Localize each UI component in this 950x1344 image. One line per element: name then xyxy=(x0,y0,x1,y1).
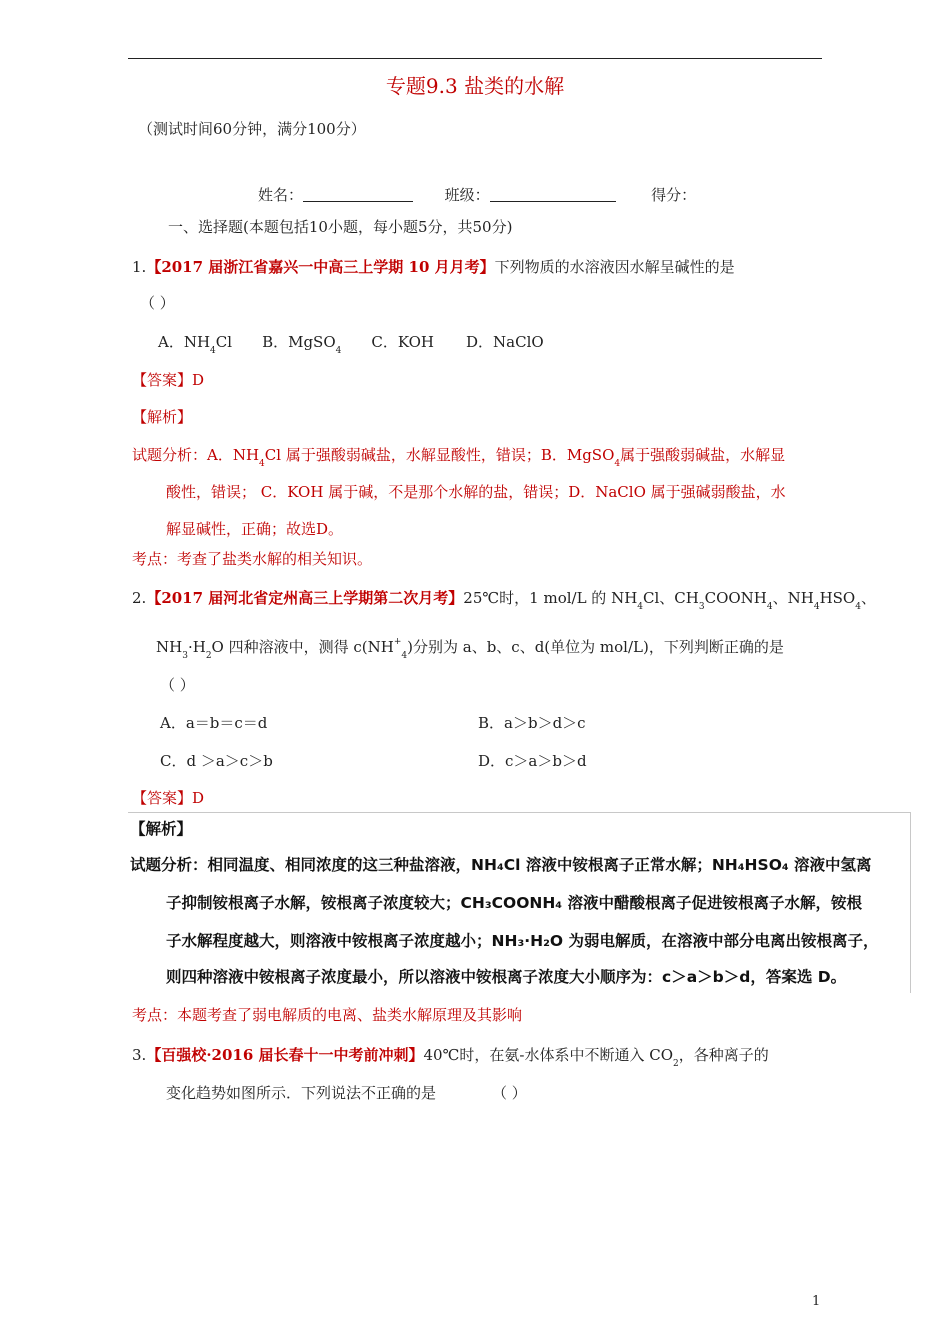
q3-source: 【百强校·2016 届长春十一中考前冲刺】 xyxy=(146,1046,424,1064)
q2-analysis-label: 【解析】 xyxy=(130,820,193,838)
page-title: 专题9.3 盐类的水解 xyxy=(385,74,565,98)
q1-options xyxy=(158,331,544,356)
q2-analysis-line-4: 则四种溶液中铵根离子浓度最小，所以溶液中铵根离子浓度大小顺序为：c＞a＞b＞d，答案选 D。 xyxy=(166,968,847,986)
q1-option-c: C．KOH xyxy=(371,333,435,351)
score-label: 得分： xyxy=(651,186,697,204)
header-rule xyxy=(128,58,822,59)
class-blank xyxy=(490,187,616,202)
q2-analysis-scan xyxy=(128,812,911,993)
question-2-stem: 2.【2017 届河北省定州高三上学期第二次月考】25℃时，1 mol/L 的 $NH_4Cl$、$CH_3COONH_4$、$NH_4HSO_4$、 xyxy=(132,589,876,612)
q2-option-b: B．a＞b＞d＞c xyxy=(478,714,586,732)
q2-paren: （ ） xyxy=(160,676,195,694)
q2-option-c: C．d ＞a＞c＞b xyxy=(160,752,273,770)
q1-answer: 【答案】D xyxy=(132,371,205,389)
name-blank xyxy=(303,187,413,202)
q1-option-b: B．MgSO$_4$ xyxy=(262,333,342,356)
q2-answer: 【答案】D xyxy=(132,789,205,807)
q1-source: 【2017 届浙江省嘉兴一中高三上学期 10 月月考】 xyxy=(146,258,495,276)
question-2-stem-line-2: $NH_3\cdot H_2O$ 四种溶液中，测得 $c(NH^+_4)$分别为 a、b、c、d(单位为 mol/L)，下列判断正确的是 xyxy=(156,637,784,661)
question-1-stem xyxy=(132,256,735,277)
info-row xyxy=(258,184,696,205)
q1-point: 考点：考查了盐类水解的相关知识。 xyxy=(132,550,373,568)
q1-option-a: A．$NH_4Cl$ xyxy=(158,333,233,356)
q1-analysis-line-2: 酸性，错误； C．KOH 属于碱，不是那个水解的盐，错误；D．NaClO 属于强碱弱酸盐，水 xyxy=(166,483,786,501)
q2-analysis-line-2: 子抑制铵根离子水解，铵根离子浓度较大；CH₃COONH₄ 溶液中醋酸根离子促进铵根离子水解，铵根 xyxy=(166,894,862,912)
section-heading: 一、选择题(本题包括10小题，每小题5分，共50分) xyxy=(168,218,513,236)
test-info: （测试时间60分钟，满分100分） xyxy=(138,120,366,138)
q1-number: 1. xyxy=(132,258,147,276)
q1-analysis-label: 【解析】 xyxy=(132,408,193,426)
page-number: 1 xyxy=(812,1294,821,1309)
q1-analysis-line-3: 解显碱性，正确；故选D。 xyxy=(166,520,344,538)
q2-option-d: D．c＞a＞b＞d xyxy=(478,752,587,770)
question-3-stem: 3.【百强校·2016 届长春十一中考前冲刺】40℃时，在氨-水体系中不断通入 $CO_2$，各种离子的 xyxy=(132,1046,769,1069)
q1-paren: （ ） xyxy=(140,294,175,312)
q1-text: 下列物质的水溶液因水解呈碱性的是 xyxy=(494,258,735,276)
question-3-stem-line-2: 变化趋势如图所示．下列说法不正确的是 （ ） xyxy=(166,1084,527,1102)
q2-analysis-line-1: 试题分析：相同温度、相同浓度的这三种盐溶液，NH₄Cl 溶液中铵根离子正常水解；NH₄HSO₄ 溶液中氢离 xyxy=(130,856,872,874)
q2-option-a: A．a＝b＝c＝d xyxy=(160,714,268,732)
q3-paren: （ ） xyxy=(492,1084,527,1102)
name-label: 姓名： xyxy=(258,186,304,204)
q2-point: 考点：本题考查了弱电解质的电离、盐类水解原理及其影响 xyxy=(132,1006,523,1024)
q2-source: 【2017 届河北省定州高三上学期第二次月考】 xyxy=(146,589,464,607)
class-label: 班级： xyxy=(444,186,490,204)
q1-analysis-line-1: 试题分析：A．$NH_4Cl$ 属于强酸弱碱盐，水解显酸性，错误；B．MgSO$_4$属于强酸弱碱盐，水解显 xyxy=(132,446,786,469)
q1-option-d: D．NaClO xyxy=(466,333,544,351)
q2-analysis-line-3: 子水解程度越大，则溶液中铵根离子浓度越小；NH₃·H₂O 为弱电解质，在溶液中部分电离出铵根离子， xyxy=(166,932,879,950)
